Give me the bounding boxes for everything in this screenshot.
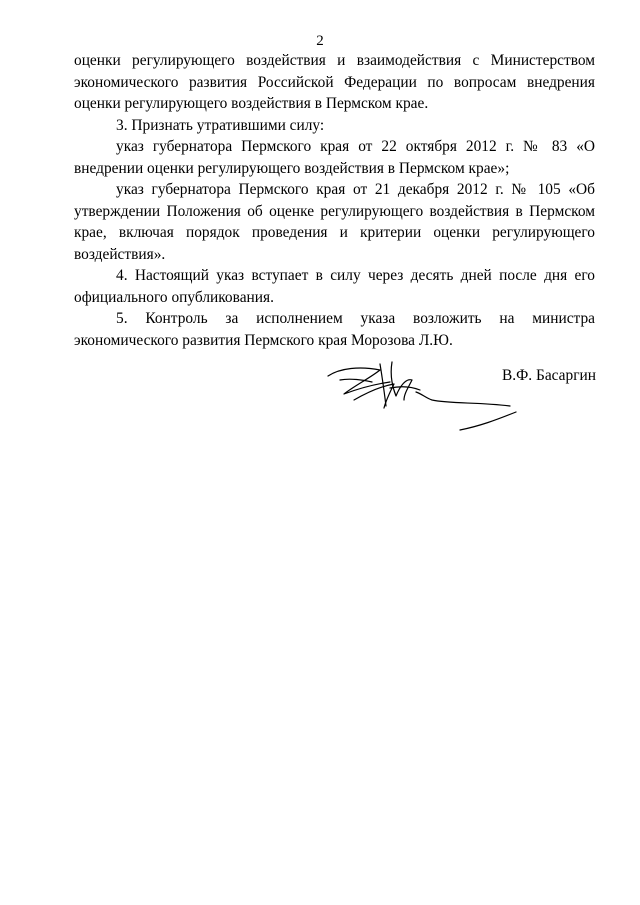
paragraph-continuation: оценки регулирующего воздействия и взаимодействия с Министерством экономического развития Российской Федерации по вопросам внедрения оценки регулирующего воздействия в Пермском крае. (74, 52, 595, 112)
paragraph-item-3: 3. Признать утратившими силу: (116, 116, 325, 134)
paragraph-item-4: 4. Настоящий указ вступает в силу через десять дней после дня его официального опубликования. (74, 267, 595, 306)
handwritten-signature (320, 356, 520, 442)
paragraph-item-5: 5. Контроль за исполнением указа возложить на министра экономического развития Пермского края Морозова Л.Ю. (74, 310, 595, 349)
page-number: 2 (316, 33, 324, 49)
paragraph-revoked-decree-83: указ губернатора Пермского края от 22 октября 2012 г. № 83 «О внедрении оценки регулирующего воздействия в Пермском крае»; (74, 138, 595, 177)
document-body (74, 50, 595, 351)
signature-block (320, 352, 600, 442)
paragraph-revoked-decree-105: указ губернатора Пермского края от 21 декабря 2012 г. № 105 «Об утверждении Положения об оценке регулирующего воздействия в Пермском крае, включая порядок проведения и критерии оценки регулирующего воздействия». (74, 181, 595, 263)
signer-name: В.Ф. Басаргин (502, 367, 596, 384)
